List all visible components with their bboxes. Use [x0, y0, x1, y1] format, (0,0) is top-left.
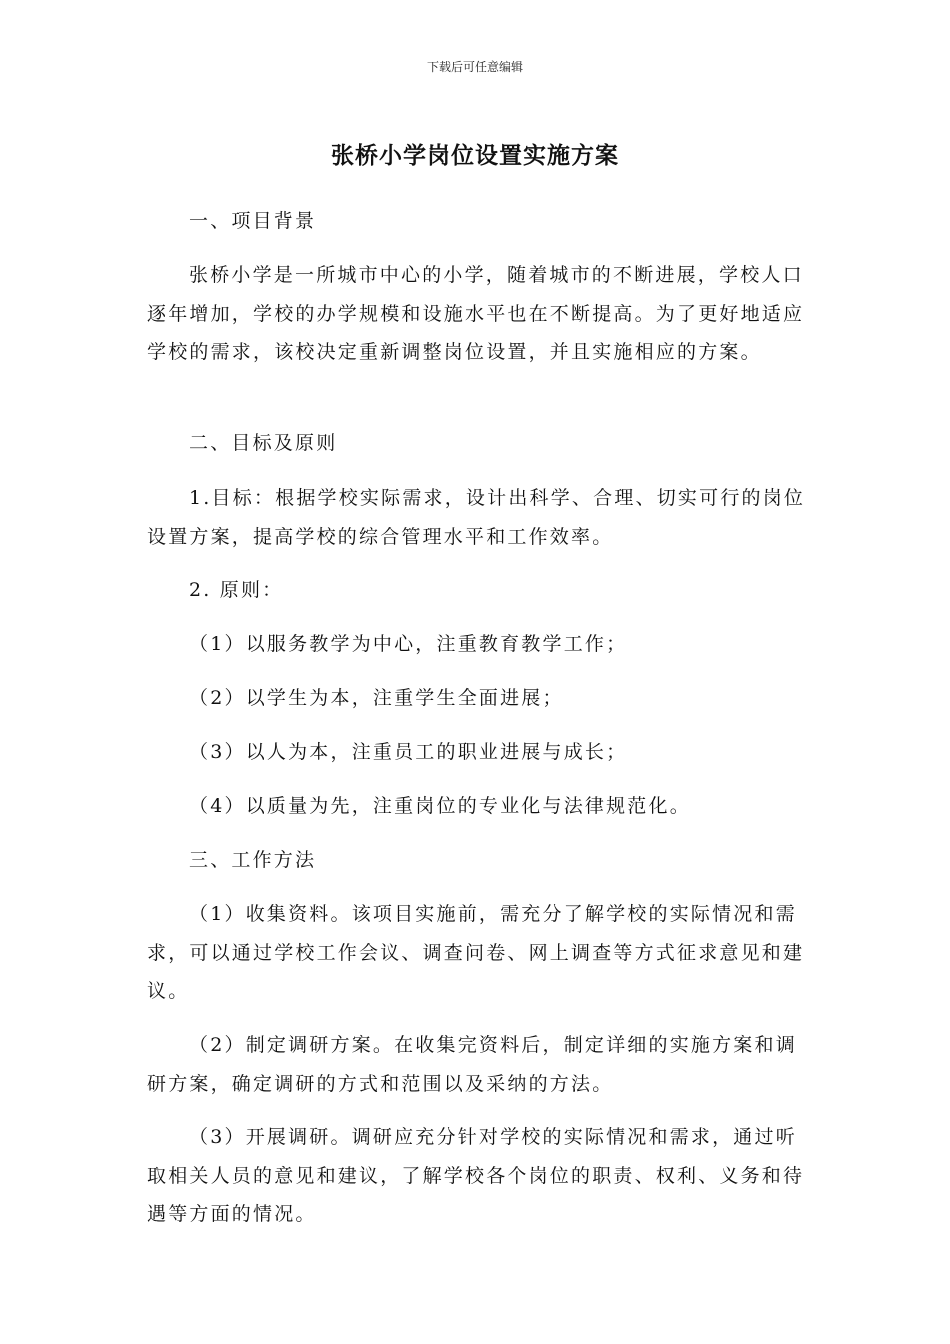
header-note: 下载后可任意编辑 — [426, 60, 523, 74]
principle-label: 2. 原则： — [189, 579, 284, 601]
principle-item: （4）以质量为先，注重岗位的专业化与法律规范化。 — [189, 795, 691, 817]
method-paragraph: （2）制定调研方案。在收集完资料后，制定详细的实施方案和调研方案，确定调研的方式和范围以及采纳的方法。 — [147, 1034, 797, 1095]
principle-item: （3）以人为本，注重员工的职业进展与成长； — [189, 741, 628, 763]
goal-paragraph: 1.目标：根据学校实际需求，设计出科学、合理、切实可行的岗位设置方案，提高学校的综合管理水平和工作效率。 — [147, 487, 806, 548]
principle-item: （2）以学生为本，注重学生全面进展； — [189, 687, 564, 709]
section-heading-goals: 二、目标及原则 — [189, 432, 338, 454]
method-paragraph: （1）收集资料。该项目实施前，需充分了解学校的实际情况和需求，可以通过学校工作会议、调查问卷、网上调查等方式征求意见和建议。 — [147, 903, 805, 1002]
background-paragraph: 张桥小学是一所城市中心的小学，随着城市的不断进展，学校人口逐年增加，学校的办学规模和设施水平也在不断提高。为了更好地适应学校的需求，该校决定重新调整岗位设置，并且实施相应的方案。 — [147, 264, 805, 363]
section-heading-methods: 三、工作方法 — [189, 849, 317, 871]
method-paragraph: （3）开展调研。调研应充分针对学校的实际情况和需求，通过听取相关人员的意见和建议，了解学校各个岗位的职责、权利、义务和待遇等方面的情况。 — [147, 1126, 805, 1225]
section-heading-background: 一、项目背景 — [189, 210, 317, 232]
principle-item: （1）以服务教学为中心，注重教育教学工作； — [189, 633, 628, 655]
document-title: 张桥小学岗位设置实施方案 — [331, 143, 619, 169]
